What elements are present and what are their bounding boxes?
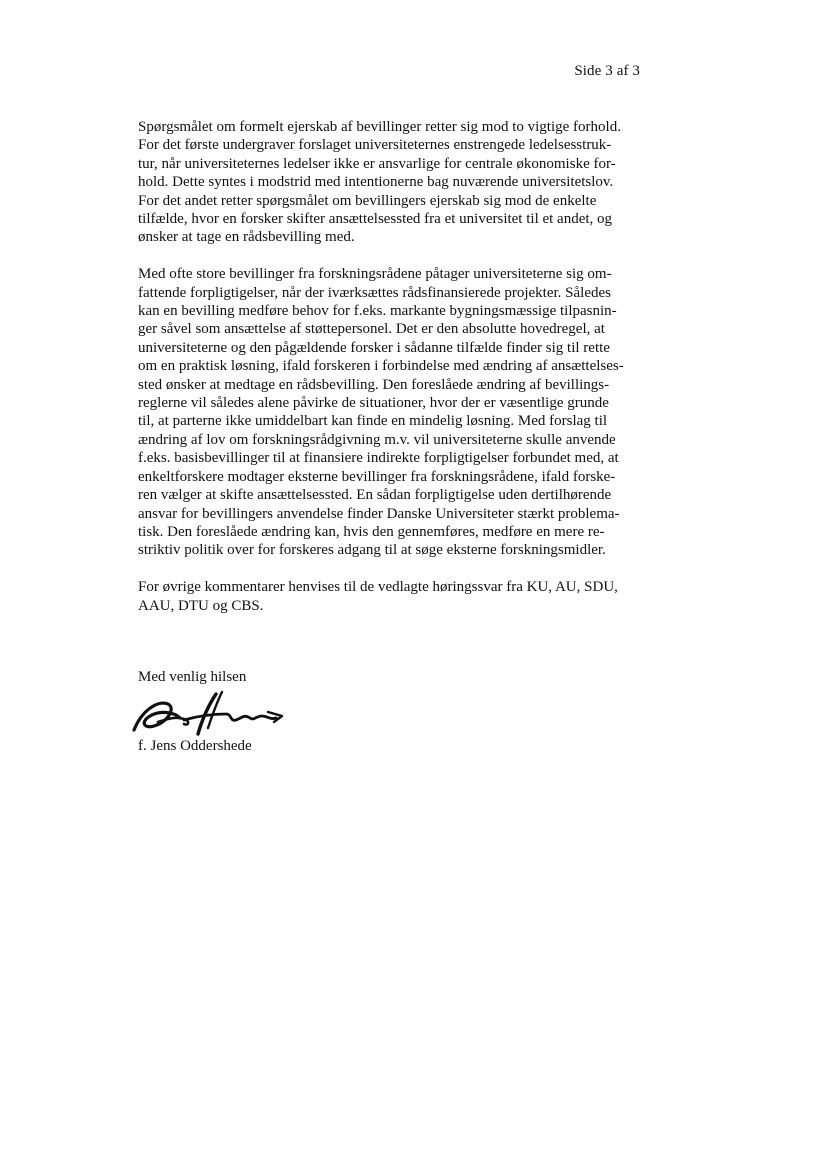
text-line: sted ønsker at medtage en rådsbevilling. Den foreslåede ændring af bevillings- — [138, 376, 610, 393]
signer-name: f. Jens Oddershede — [138, 738, 252, 754]
text-line: For det andet retter spørgsmålet om bevillingers ejerskab sig mod de enkelte — [138, 192, 597, 209]
paragraph-references — [138, 578, 678, 615]
text-line: tilfælde, hvor en forsker skifter ansættelsessted fra et universitet til et andet, og — [138, 211, 613, 228]
text-line: f.eks. basisbevillinger til at finansiere indirekte forpligtigelser forbundet med, at — [138, 450, 619, 467]
text-line: enkeltforskere modtager eksterne bevillinger fra forskningsrådene, ifald forske- — [138, 468, 616, 485]
text-line: fattende forpligtigelser, når der iværksættes rådsfinansierede projekter. Således — [138, 284, 611, 301]
text-line: hold. Dette syntes i modstrid med intentionerne bag nuværende universitetslov. — [138, 174, 614, 191]
paragraph-obligations — [138, 265, 678, 560]
text-line: kan en bevilling medføre behov for f.eks. markante bygningsmæssige tilpasnin- — [138, 303, 617, 320]
text-line: For øvrige kommentarer henvises til de vedlagte høringssvar fra KU, AU, SDU, — [138, 579, 618, 596]
paragraph-spacer — [138, 247, 678, 265]
paragraph-ownership — [138, 118, 678, 247]
text-line: ansvar for bevillingers anvendelse finder Danske Universiteter stærkt problema- — [138, 505, 620, 522]
text-line: ønsker at tage en rådsbevilling med. — [138, 229, 355, 246]
text-line: AAU, DTU og CBS. — [138, 597, 264, 614]
closing-greeting: Med venlig hilsen — [138, 669, 247, 685]
paragraph-spacer — [138, 560, 678, 578]
text-line: tur, når universiteternes ledelser ikke er ansvarlige for centrale økonomiske for- — [138, 155, 616, 172]
text-line: om en praktisk løsning, ifald forskeren i forbindelse med ændring af ansættelses- — [138, 358, 624, 375]
text-line: universiteterne og den pågældende forsker i sådanne tilfælde finder sig til rette — [138, 339, 610, 356]
text-line: Spørgsmålet om formelt ejerskab af bevillinger retter sig mod to vigtige forhold. — [138, 119, 621, 135]
page-number: Side 3 af 3 — [574, 63, 640, 79]
text-line: ger såvel som ansættelse af støttepersonel. Det er den absolutte hovedregel, at — [138, 321, 605, 338]
text-line: Med ofte store bevillinger fra forskningsrådene påtager universiteterne sig om- — [138, 266, 612, 283]
letter-body — [138, 118, 678, 615]
text-line: tisk. Den foreslåede ændring kan, hvis den gennemføres, medføre en mere re- — [138, 523, 605, 540]
text-line: til, at parterne ikke umiddelbart kan finde en mindelig løsning. Med forslag til — [138, 413, 608, 430]
text-line: reglerne vil således alene påvirke de situationer, hvor der er væsentlige grunde — [138, 395, 609, 412]
text-line: ændring af lov om forskningsrådgivning m.v. vil universiteterne skulle anvende — [138, 431, 616, 448]
text-line: striktiv politik over for forskeres adgang til at søge eksterne forskningsmidler. — [138, 542, 606, 559]
handwritten-signature — [128, 688, 288, 740]
text-line: ren vælger at skifte ansættelsessted. En sådan forpligtigelse uden dertilhørende — [138, 487, 612, 504]
text-line: For det første undergraver forslaget universiteternes enstrengede ledelsesstruk- — [138, 137, 612, 154]
